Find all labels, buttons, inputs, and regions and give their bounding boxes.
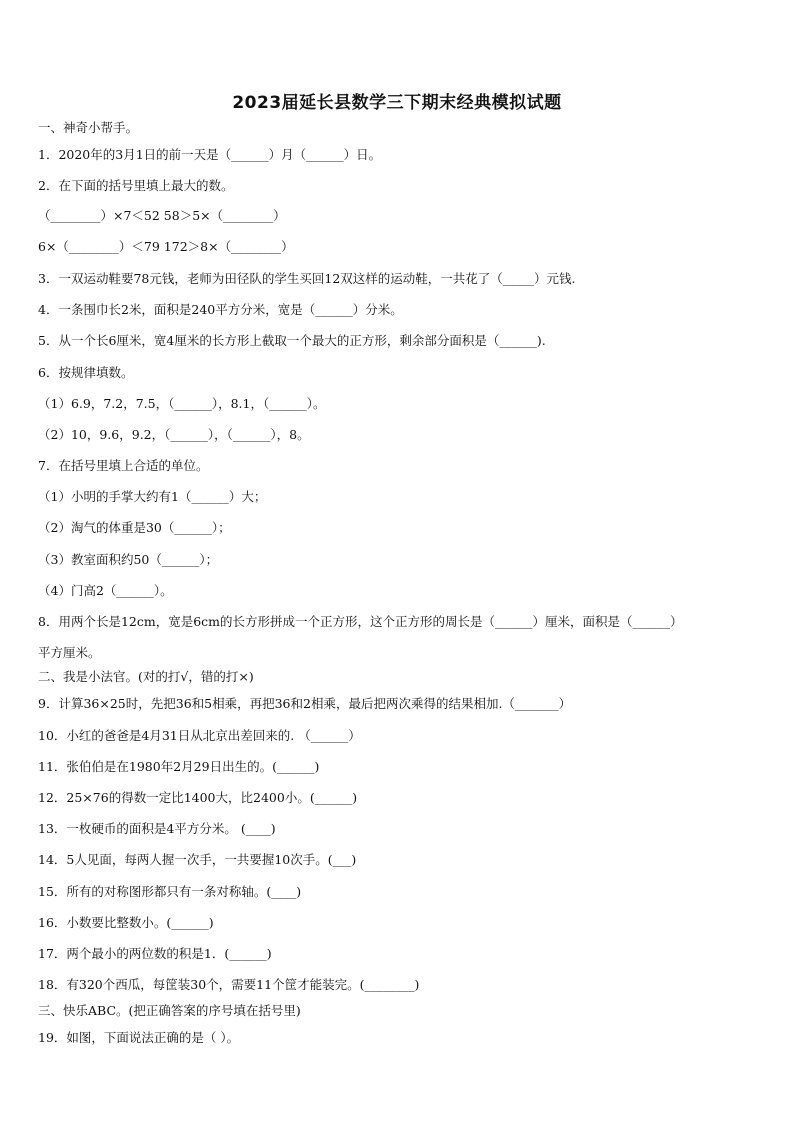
question-6-part-1: （1）6.9，7.2，7.5，（______），8.1，（______）。 xyxy=(38,396,326,411)
question-12: 12．25×76的得数一定比1400大，比2400小。(______) xyxy=(38,790,358,805)
question-7-part-2: （2）淘气的体重是30（______）； xyxy=(38,520,231,535)
question-3: 3．一双运动鞋要78元钱，老师为田径队的学生买回12双这样的运动鞋，一共花了（_____）元钱. xyxy=(38,271,576,286)
question-17: 17．两个最小的两位数的积是1．(______) xyxy=(38,946,272,961)
question-10: 10．小红的爸爸是4月31日从北京出差回来的. （______） xyxy=(38,728,361,743)
question-5: 5．从一个长6厘米，宽4厘米的长方形上截取一个最大的正方形，剩余部分面积是（______). xyxy=(38,333,546,348)
question-11: 11．张伯伯是在1980年2月29日出生的。(______) xyxy=(38,759,320,774)
question-2: 2．在下面的括号里填上最大的数。 xyxy=(38,178,234,193)
question-16: 16．小数要比整数小。(______) xyxy=(38,915,214,930)
question-7-part-4: （4）门高2（______）。 xyxy=(38,583,173,598)
question-13: 13．一枚硬币的面积是4平方分米。 (____) xyxy=(38,821,276,836)
question-8-continued: 平方厘米。 xyxy=(38,645,101,660)
question-2-row-2: 6×（________）＜79 172＞8×（________） xyxy=(38,239,294,254)
question-8: 8．用两个长是12cm，宽是6cm的长方形拼成一个正方形，这个正方形的周长是（______）厘米，面积是（______） xyxy=(38,614,683,629)
question-7-part-1: （1）小明的手掌大约有1（______）大； xyxy=(38,489,267,504)
question-1: 1．2020年的3月1日的前一天是（______）月（______）日。 xyxy=(38,147,382,162)
question-7: 7．在括号里填上合适的单位。 xyxy=(38,458,209,473)
question-19: 19．如图，下面说法正确的是（ ）。 xyxy=(38,1030,240,1045)
section-heading-3: 三、快乐ABC。(把正确答案的序号填在括号里) xyxy=(38,1003,301,1018)
section-heading-1: 一、神奇小帮手。 xyxy=(38,120,139,135)
question-7-part-3: （3）教室面积约50（______）； xyxy=(38,552,219,567)
question-6-part-2: （2）10，9.6，9.2，（______），（______），8。 xyxy=(38,427,310,442)
question-14: 14．5人见面，每两人握一次手，一共要握10次手。(___) xyxy=(38,852,357,867)
page-title: 2023届延长县数学三下期末经典模拟试题 xyxy=(232,93,562,113)
question-4: 4．一条围巾长2米，面积是240平方分米，宽是（______）分米。 xyxy=(38,302,403,317)
question-2-row-1: （________）×7＜52 58＞5×（________） xyxy=(38,208,286,223)
question-6: 6．按规律填数。 xyxy=(38,365,134,380)
question-9: 9．计算36×25时，先把36和5相乘，再把36和2相乘，最后把两次乘得的结果相加.（_______） xyxy=(38,696,572,711)
question-18: 18．有320个西瓜，每筐装30个，需要11个筐才能装完。(________) xyxy=(38,977,420,992)
section-heading-2: 二、我是小法官。(对的打√，错的打×) xyxy=(38,669,254,684)
question-15: 15．所有的对称图形都只有一条对称轴。(____) xyxy=(38,884,302,899)
